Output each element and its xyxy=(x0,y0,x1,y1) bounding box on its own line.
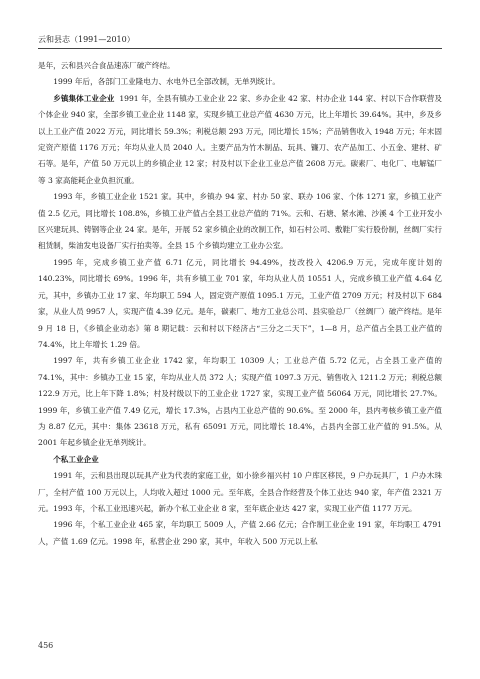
paragraph: 是年，云和县兴合食品速冻厂破产终结。 xyxy=(38,61,175,70)
header-rule xyxy=(38,48,442,49)
section-heading-private: 个私工业企业 xyxy=(53,454,99,464)
paragraph: 1997 年，共有乡镇工业企业 1742 家，年均职工 10309 人；工业总产值 5.72 亿元，占全县工业产值的 74.1%，其中：乡镇办工业 15 家，年均从业人员 372 人；实现产值 1097.3 万元、销售收入 1211.2 万元；利税总额 122.9 万元，比上年下降 1.8%；村及村级以下的工业企业 1727 家，实现工业产值 56064 万元，同比增长 27.7%。1999 年，乡镇工业产值 7.49 亿元，增长 17.3%，占县内工业总产值的 90.6%。至 2000 年，县内考核乡镇工业产值为 8.87 亿元，其中：集体 23618 万元，私有 65091 万元，同比增长 18.4%，占县内全部工业产值的 91.5%。从 2001 年起乡镇企业无单列统计。 xyxy=(38,356,442,448)
paragraph-township-enterprises xyxy=(38,91,442,189)
paragraph: 1991 年，云和县出现以玩具产业为代表的家庭工业，如小徐乡福兴村 10 户库区移民，9 户办玩具厂，1 户办木珠厂，全村产值 100 万元以上，人均收入超过 1000 元。至年底，全县合作经营及个体工业达 940 家，年产值 2321 万元。1993 年，个私工业迅速兴起，新办个私工业企业 8 家，至年底企业达 427 家，实现工业产值 1177 万元。 xyxy=(38,471,442,513)
paragraph: 1993 年，乡镇工业企业 1521 家。其中，乡镇办 94 家、村办 50 家、联办 106 家、个体 1271 家，乡镇工业产值 2.5 亿元，同比增长 108.8%，乡镇工业产值占全县工业总产值的 71%。云和、石塘、紧水滩、沙溪 4 个工业开发小区兴建玩具、铸钢等企业 24 家。是年，开展 52 家乡镇企业的改制工作，如石村公司、敷鞋厂实行股份制，丝绸厂实行租赁制，柴油发电设备厂实行拍卖等。全县 15 个乡镇均建立工业办公室。 xyxy=(38,192,442,251)
paragraph: 1995 年，完成乡镇工业产值 6.71 亿元，同比增长 94.49%，技改投入 4206.9 万元，完成年度计划的 140.23%，同比增长 69%。1996 年，共有乡镇工业 701 家，年均从业人员 10551 人，完成乡镇工业产值 4.64 亿元，其中，乡镇办工业 17 家、年均职工 594 人，固定资产原值 1095.1 万元，工业产值 2709 万元；村及村以下 684 家，从业人员 9957 人，实现产值 4.39 亿元。是年，碳素厂、地方工业总公司、县实验总厂（丝绸厂）破产终结。是年 9 月 18 日，《乡镇企业动态》第 8 期记载：云和村以下经济占“三分之二天下”，1—8 月，总产值占全县工业产值的 74.4%，比上年增长 1.29 倍。 xyxy=(38,257,442,349)
paragraph-text: 1991 年，全县有镇办工业企业 22 家、乡办企业 42 家、村办企业 144 家、村以下合作联营及个体企业 940 家，全部乡镇工业企业 1148 家，实现乡镇工业总产值 4630 万元，比上年增长 39.64%。其中，乡及乡以上工业产值 2022 万元，同比增长 59.3%；利税总额 293 万元，同比增长 15%；产品销售收入 1948 万元；年末固定资产原值 1176 万元；年均从业人员 2040 人。主要产品为竹木制品、玩具、镰刀、农产品加工、小五金、建材、矿石等。是年，产值 50 万元以上的乡镇企业 12 家；村及村以下企业工业总产值 2608 万元。碳素厂、电化厂、电解锰厂等 3 家高能耗企业负担沉重。 xyxy=(38,93,443,185)
section-heading-township: 乡镇集体工业企业 xyxy=(53,93,115,103)
page-number: 456 xyxy=(38,641,54,650)
running-header: 云和县志（1991—2010） xyxy=(38,35,135,44)
page-body xyxy=(38,58,442,550)
paragraph: 1999 年后，各部门工业隆电力、水电外已全部改制，无单列统计。 xyxy=(53,77,280,87)
paragraph: 1996 年，个私工业企业 465 家，年均职工 5009 人，产值 2.66 亿元；合作制工业企业 191 家，年均职工 4791 人，产值 1.69 亿元。1998 年，私营企业 290 家，其中，年收入 500 万元以上私 xyxy=(38,520,442,546)
